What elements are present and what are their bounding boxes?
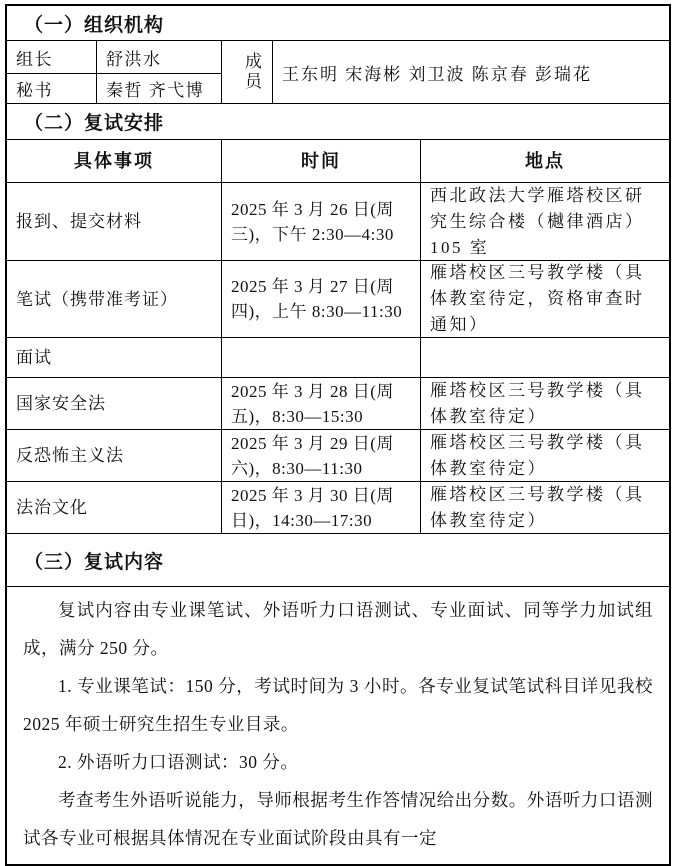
content-body: [7, 587, 669, 865]
table-row-item: 法治文化: [7, 482, 222, 533]
table-row-item: 报到、提交材料: [7, 183, 222, 261]
organization-table: [7, 41, 669, 104]
table-row-time: 2025 年 3 月 27 日(周四)，上午 8:30—11:30: [222, 261, 421, 338]
paragraph-written-test: 1. 专业课笔试：150 分，考试时间为 3 小时。各专业复试笔试科目详见我校 2025 年硕士研究生招生专业目录。: [23, 676, 653, 734]
org-secretary-names-cell: 秦哲 齐弋博: [97, 74, 222, 103]
org-members-label: 成员: [242, 52, 261, 92]
table-row-location: 雁塔校区三号教学楼（具体教室待定）: [430, 484, 645, 530]
table-row-time: 2025 年 3 月 29 日(周六)，8:30—11:30: [222, 430, 421, 482]
org-secretary-label-cell: 秘书: [7, 74, 97, 103]
schedule-table: [7, 140, 669, 534]
org-leader-label-cell: 组长: [7, 41, 97, 74]
table-row-item: 反恐怖主义法: [7, 430, 222, 482]
schedule-header-time: 时间: [222, 140, 421, 183]
paragraph-overview: 复试内容由专业课笔试、外语听力口语测试、专业面试、同等学力加试组成，满分 250 分。: [23, 600, 653, 658]
paragraph-listening-detail: 考查考生外语听说能力，导师根据考生作答情况给出分数。外语听力口语测试各专业可根据具体情况在专业面试阶段由具有一定: [23, 790, 653, 848]
section-heading-schedule: [7, 104, 669, 140]
org-members-label-cell: [222, 41, 273, 103]
table-row-location: 雁塔校区三号教学楼（具体教室待定，资格审查时通知）: [421, 261, 669, 338]
schedule-header-location: 地点: [421, 140, 669, 183]
org-leader-name-cell: 舒洪水: [97, 41, 222, 74]
paragraph-listening-test: 2. 外语听力口语测试：30 分。: [58, 752, 299, 772]
document-page: [5, 4, 671, 866]
table-row-time: 2025 年 3 月 26 日(周三)，下午 2:30—4:30: [222, 183, 421, 261]
table-row-location: 雁塔校区三号教学楼（具体教室待定）: [421, 378, 669, 430]
table-row-item: 面试: [7, 338, 222, 378]
section-heading-schedule-label: （二）复试安排: [24, 113, 165, 134]
section-heading-content-label: （三）复试内容: [24, 551, 165, 573]
schedule-header-item: 具体事项: [7, 140, 222, 183]
table-row-location: 西北政法大学雁塔校区研究生综合楼（樾律酒店）105 室: [421, 183, 669, 261]
section-heading-organization: [7, 6, 669, 41]
section-heading-organization-label: （一）组织机构: [24, 14, 165, 36]
table-row-item: 笔试（携带准考证）: [7, 261, 222, 338]
section-heading-content: [7, 534, 669, 587]
table-row-location: [421, 338, 669, 378]
table-row-time: 2025 年 3 月 30 日(周日)，14:30—17:30: [222, 482, 421, 533]
table-row-location: 雁塔校区三号教学楼（具体教室待定）: [421, 430, 669, 482]
org-members-names-cell: 王东明 宋海彬 刘卫波 陈京春 彭瑞花: [282, 64, 592, 84]
table-row-time: 2025 年 3 月 28 日(周五)，8:30—15:30: [222, 378, 421, 430]
table-row-item: 国家安全法: [7, 378, 222, 430]
table-row-time: [222, 338, 421, 378]
